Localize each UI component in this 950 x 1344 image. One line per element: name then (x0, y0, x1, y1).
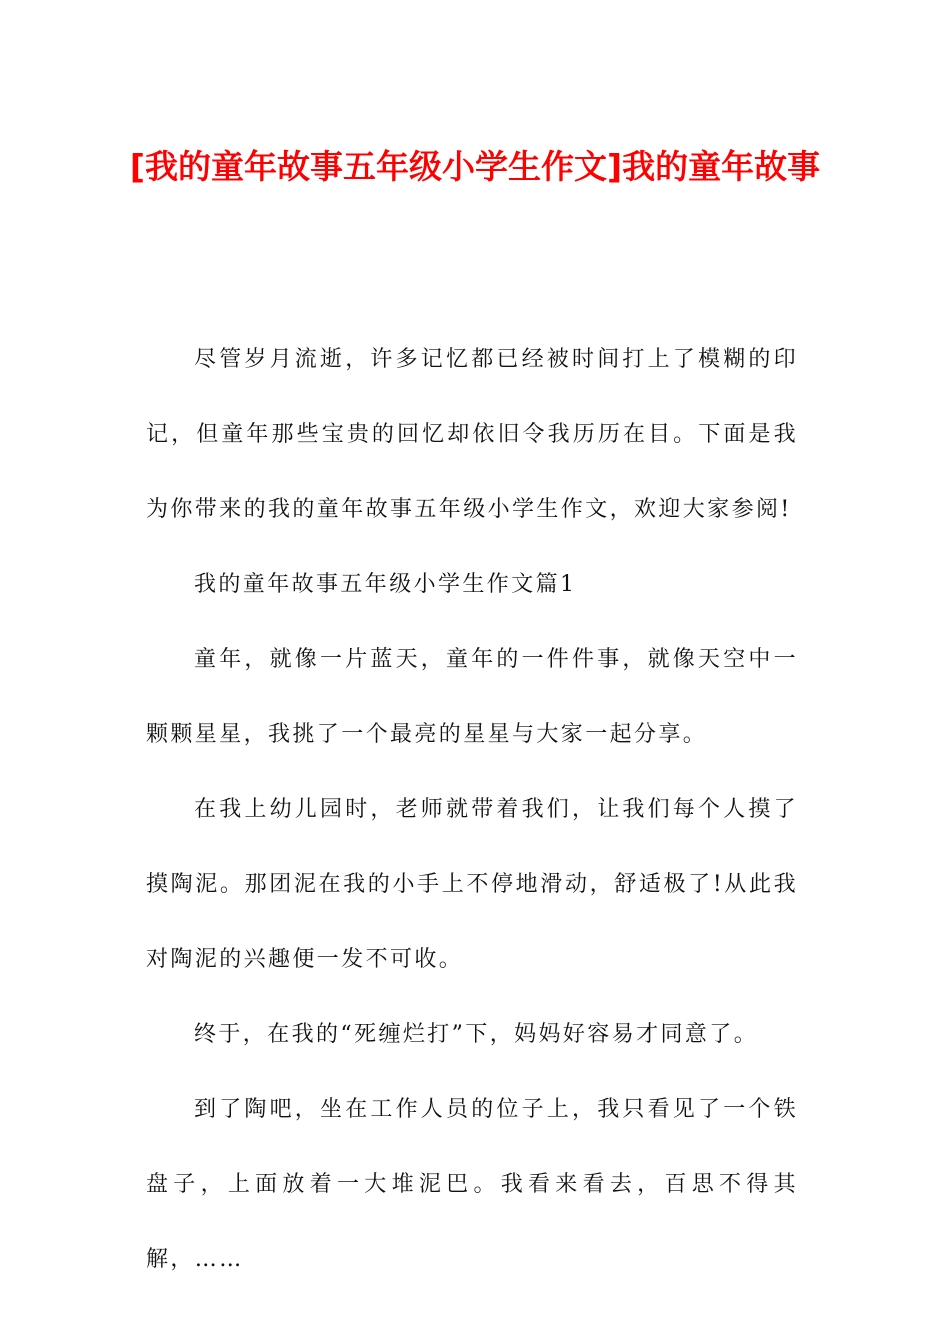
paragraph-section-heading: 我的童年故事五年级小学生作文篇1 (194, 572, 577, 597)
paragraph-kindergarten-clay: 在我上幼儿园时，老师就带着我们，让我们每个人摸了摸陶泥。那团泥在我的小手上不停地滑动，舒适极了!从此我对陶泥的兴趣便一发不可收。 (146, 797, 798, 972)
document-body (146, 322, 798, 1297)
paragraph-pottery-bar: 到了陶吧，坐在工作人员的位子上，我只看见了一个铁盘子，上面放着一大堆泥巴。我看来看去，百思不得其解，…… (146, 1097, 798, 1272)
paragraph-intro: 尽管岁月流逝，许多记忆都已经被时间打上了模糊的印记，但童年那些宝贵的回忆却依旧令我历历在目。下面是我为你带来的我的童年故事五年级小学生作文，欢迎大家参阅! (146, 347, 798, 522)
paragraph-mom-agreed: 终于，在我的“死缠烂打”下，妈妈好容易才同意了。 (194, 1022, 759, 1047)
document-title: [我的童年故事五年级小学生作文]我的童年故事 (129, 147, 821, 186)
paragraph-childhood-sky: 童年，就像一片蓝天，童年的一件件事，就像天空中一颗颗星星，我挑了一个最亮的星星与大家一起分享。 (146, 647, 798, 747)
